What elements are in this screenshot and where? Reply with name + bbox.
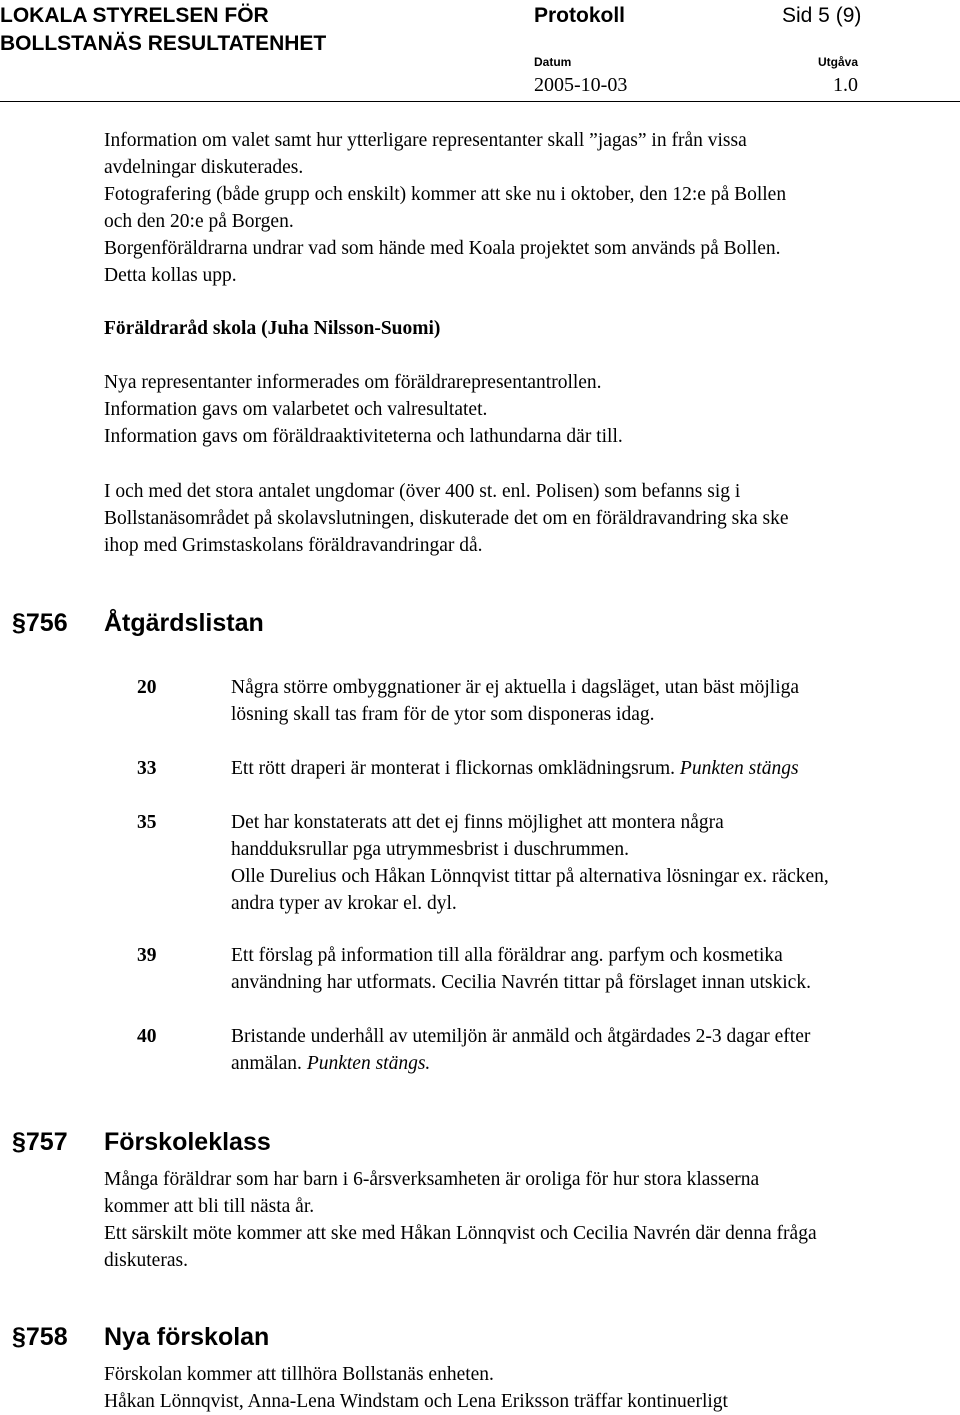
text-line: kommer att bli till nästa år.	[104, 1196, 315, 1217]
text-line: Ett särskilt möte kommer att ske med Håkan Lönnqvist och Cecilia Navrén där denna fråga	[104, 1223, 817, 1244]
section-number-758: §758	[12, 1323, 68, 1351]
doc-type: Protokoll	[534, 4, 626, 27]
page-number: Sid 5 (9)	[782, 4, 862, 27]
text-line: avdelningar diskuterades.	[104, 157, 304, 178]
text-line: Information om valet samt hur ytterligare representanter skall ”jagas” in från vissa	[104, 130, 747, 151]
section-title-757: Förskoleklass	[104, 1128, 271, 1156]
subheading-foraldrarad: Föräldraråd skola (Juha Nilsson-Suomi)	[104, 318, 441, 339]
org-name-line1: LOKALA STYRELSEN FÖR	[0, 4, 269, 27]
item-number: 39	[137, 945, 157, 966]
text-line: andra typer av krokar el. dyl.	[231, 893, 457, 914]
text-line: Ett förslag på information till alla föräldrar ang. parfym och kosmetika	[231, 945, 783, 966]
text-line: I och med det stora antalet ungdomar (över 400 st. enl. Polisen) som befanns sig i	[104, 481, 741, 502]
foraldrarad-paragraph-1	[104, 369, 954, 450]
text-line: Många föräldrar som har barn i 6-årsverksamheten är oroliga för hur stora klasserna	[104, 1169, 760, 1190]
sec757-paragraph	[104, 1166, 954, 1274]
item-text	[231, 1023, 810, 1077]
text-line: Förskolan kommer att tillhöra Bollstanäs enheten.	[104, 1364, 494, 1385]
sec758-paragraph	[104, 1361, 954, 1415]
text-line: Borgenföräldrarna undrar vad som hände med Koala projektet som används på Bollen.	[104, 238, 781, 259]
item-text	[231, 674, 799, 728]
text-line: och den 20:e på Borgen.	[104, 211, 294, 232]
text-line: Fotografering (både grupp och enskilt) kommer att ske nu i oktober, den 12:e på Bollen	[104, 184, 787, 205]
section-title-758: Nya förskolan	[104, 1323, 270, 1351]
item-number: 33	[137, 758, 157, 779]
text-line: Några större ombyggnationer är ej aktuella i dagsläget, utan bäst möjliga	[231, 677, 800, 698]
text-line: Nya representanter informerades om föräldrarepresentantrollen.	[104, 372, 602, 393]
header-rule	[0, 101, 960, 102]
intro-paragraph	[104, 127, 954, 289]
text-line: ihop med Grimstaskolans föräldravandringar då.	[104, 535, 483, 556]
text-line: handduksrullar pga utrymmesbrist i duschrummen.	[231, 839, 630, 860]
date-label: Datum	[534, 55, 572, 69]
text-line: Detta kollas upp.	[104, 265, 237, 286]
item-number: 40	[137, 1026, 157, 1047]
version-label: Utgåva	[818, 55, 859, 69]
text-line: Det har konstaterats att det ej finns möjlighet att montera några	[231, 812, 724, 833]
section-number-756: §756	[12, 609, 68, 637]
text-line: Information gavs om föräldraaktiviteterna och lathundarna där till.	[104, 426, 623, 447]
text-line: Bristande underhåll av utemiljön är anmäld och åtgärdades 2-3 dagar efter	[231, 1026, 811, 1047]
text-line: Håkan Lönnqvist, Anna-Lena Windstam och Lena Eriksson träffar kontinuerligt	[104, 1391, 728, 1412]
text-line: användning har utformats. Cecilia Navrén tittar på förslaget innan utskick.	[231, 972, 811, 993]
text-line: anmälan.	[231, 1053, 302, 1074]
text-line: Ett rött draperi är monterat i flickornas omklädningsrum.	[231, 758, 676, 779]
text-line: Information gavs om valarbetet och valresultatet.	[104, 399, 488, 420]
item-text	[231, 755, 799, 782]
text-line: Olle Durelius och Håkan Lönnqvist tittar på alternativa lösningar ex. räcken,	[231, 866, 829, 887]
section-title-756: Åtgärdslistan	[104, 609, 264, 637]
text-line: diskuteras.	[104, 1250, 188, 1271]
item-number: 20	[137, 677, 157, 698]
section-number-757: §757	[12, 1128, 68, 1156]
text-line: Bollstanäsområdet på skolavslutningen, diskuterade det om en föräldravandring ska ske	[104, 508, 789, 529]
item-number: 35	[137, 812, 157, 833]
item-text	[231, 809, 829, 917]
version-value: 1.0	[833, 74, 858, 96]
text-line: lösning skall tas fram för de ytor som disponeras idag.	[231, 704, 655, 725]
date-value: 2005-10-03	[534, 74, 628, 96]
org-name-line2: BOLLSTANÄS RESULTATENHET	[0, 32, 327, 55]
foraldrarad-paragraph-2	[104, 478, 954, 559]
closed-note: Punkten stängs	[679, 758, 799, 779]
closed-note: Punkten stängs.	[306, 1053, 431, 1074]
item-text	[231, 942, 811, 996]
